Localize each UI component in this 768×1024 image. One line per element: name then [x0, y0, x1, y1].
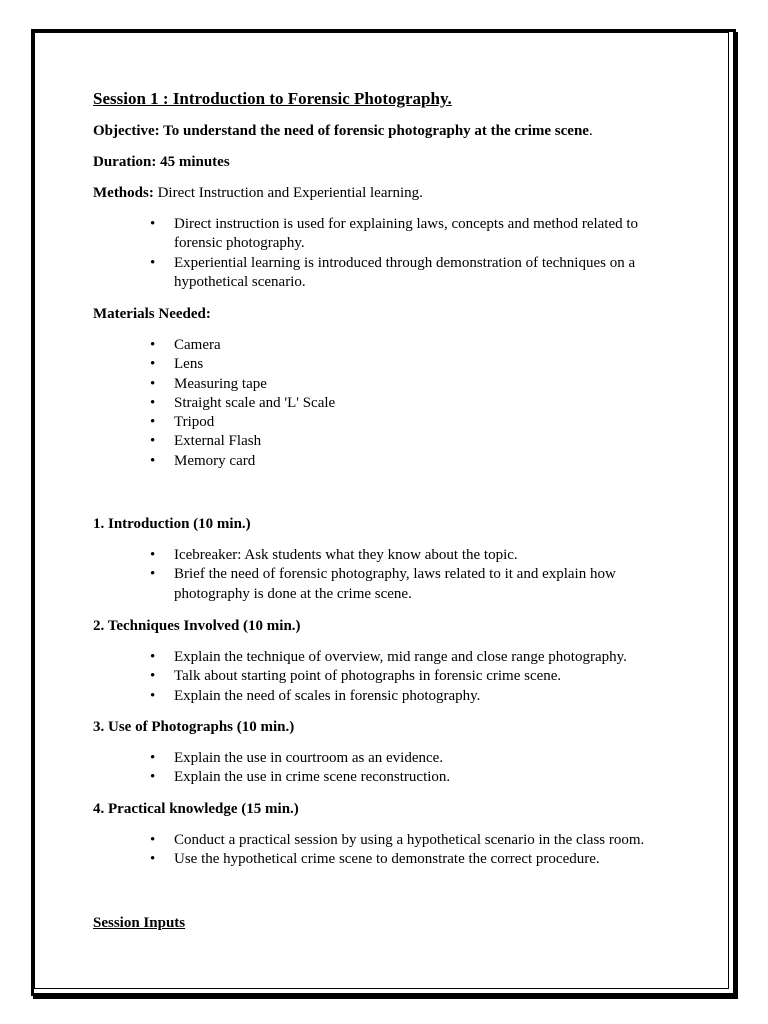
section-heading-photographs: 3. Use of Photographs (10 min.) — [93, 719, 295, 735]
list-item: • Icebreaker: Ask students what they know about the topic. — [93, 546, 674, 565]
list-item: • Explain the use in courtroom as an evidence. — [93, 749, 674, 768]
materials-list — [93, 336, 674, 471]
objective-text: To understand the need of forensic photography at the crime scene — [159, 123, 589, 139]
practical-list — [93, 831, 674, 870]
list-item: • Conduct a practical session by using a hypothetical scenario in the class room. — [93, 831, 674, 850]
session-inputs-heading: Session Inputs — [93, 915, 186, 931]
list-item: • Explain the use in crime scene reconstruction. — [93, 768, 674, 787]
methods-line — [93, 184, 423, 203]
duration-line: Duration: 45 minutes — [93, 154, 230, 170]
list-item: • Lens — [93, 355, 674, 374]
list-item: • Brief the need of forensic photography, laws related to it and explain how photography is done at the crime scene. — [93, 565, 674, 604]
photographs-list — [93, 749, 674, 788]
list-item: • Measuring tape — [93, 375, 674, 394]
materials-heading: Materials Needed: — [93, 306, 211, 322]
objective-label: Objective: — [93, 123, 160, 139]
methods-text: Direct Instruction and Experiential learning. — [153, 185, 423, 201]
objective-tail: . — [588, 123, 593, 139]
list-item: • Straight scale and 'L' Scale — [93, 394, 674, 413]
section-heading-introduction: 1. Introduction (10 min.) — [93, 516, 251, 532]
list-item: • Talk about starting point of photographs in forensic crime scene. — [93, 667, 674, 686]
session-title: Session 1 : Introduction to Forensic Photography. — [93, 89, 452, 108]
techniques-list — [93, 648, 674, 706]
section-heading-practical: 4. Practical knowledge (15 min.) — [93, 801, 299, 817]
list-item: • Explain the need of scales in forensic photography. — [93, 687, 674, 706]
objective-line — [93, 122, 593, 141]
list-item: • Direct instruction is used for explaining laws, concepts and method related to forensic photography. — [93, 215, 674, 254]
list-item: • Memory card — [93, 452, 674, 471]
list-item: • Camera — [93, 336, 674, 355]
methods-label: Methods: — [93, 185, 154, 201]
list-item: • Tripod — [93, 413, 674, 432]
list-item: • External Flash — [93, 432, 674, 451]
introduction-list — [93, 546, 674, 604]
list-item: • Explain the technique of overview, mid range and close range photography. — [93, 648, 674, 667]
section-heading-techniques: 2. Techniques Involved (10 min.) — [93, 618, 301, 634]
methods-list — [93, 215, 674, 292]
list-item: • Experiential learning is introduced through demonstration of techniques on a hypothetical scenario. — [93, 254, 674, 293]
list-item: • Use the hypothetical crime scene to demonstrate the correct procedure. — [93, 850, 674, 869]
